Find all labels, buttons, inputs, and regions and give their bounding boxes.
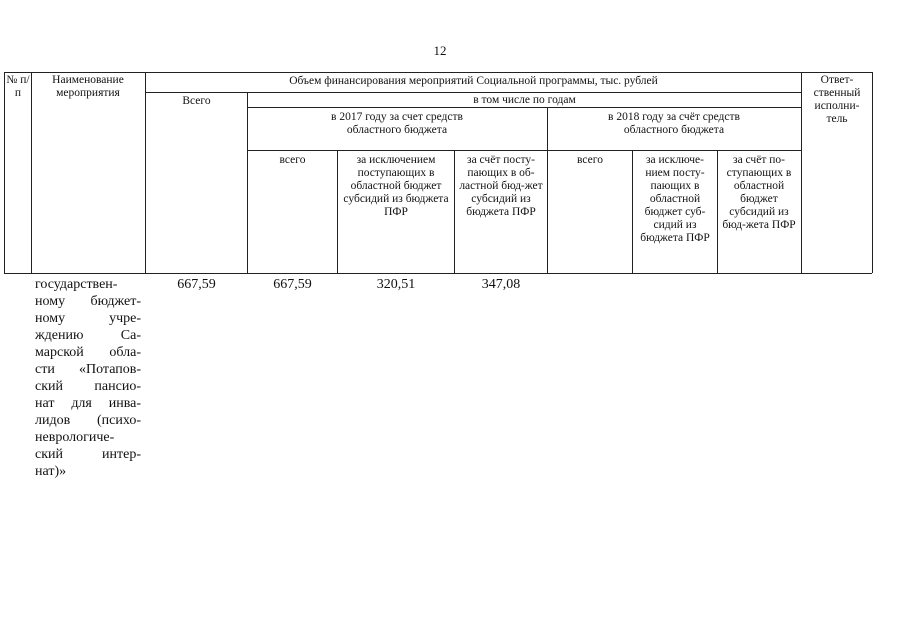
header-2018-pfr: за счёт по-ступающих в областной бюджет субсидий из бюд-жета ПФР xyxy=(722,154,796,231)
row-name-line: сти «Потапов- xyxy=(35,362,141,377)
row-name-line: лидов (психо- xyxy=(35,413,141,428)
row-2017-excl: 320,51 xyxy=(376,277,416,292)
header-year-2018: в 2018 году за счёт средств областного бюджета xyxy=(608,111,740,136)
grid-line-bottom xyxy=(4,273,872,274)
header-total: Всего xyxy=(182,95,211,107)
grid-col-0 xyxy=(4,72,5,273)
grid-col-1 xyxy=(31,72,32,273)
header-year-2017: в 2017 году за счет средств областного бюджета xyxy=(331,111,463,136)
grid-line-totals xyxy=(145,92,801,93)
grid-line-top xyxy=(4,72,872,73)
header-executor: Ответ-ственный исполни-тель xyxy=(813,74,861,125)
grid-col-4 xyxy=(337,150,338,273)
grid-col-6 xyxy=(547,107,548,273)
row-name-line: ский пансио- xyxy=(35,379,141,394)
grid-col-9 xyxy=(801,72,802,273)
header-2017-excl: за исключением поступающих в областной бюджет субсидий из бюджета ПФР xyxy=(343,154,449,218)
row-name xyxy=(35,276,141,480)
header-2017-total: всего xyxy=(279,154,306,166)
grid-col-5 xyxy=(454,150,455,273)
grid-col-10 xyxy=(872,72,873,273)
row-total: 667,59 xyxy=(177,277,216,292)
row-name-line: ждению Са- xyxy=(35,328,141,343)
row-name-line: неврологиче- xyxy=(35,430,115,445)
grid-col-3 xyxy=(247,92,248,273)
row-name-line: нат для инва- xyxy=(35,396,141,411)
grid-col-8 xyxy=(717,150,718,273)
header-2018-total: всего xyxy=(577,154,603,166)
row-name-line: ский интер- xyxy=(35,447,141,462)
header-name: Наименование мероприятия xyxy=(52,74,124,99)
header-by-years: в том числе по годам xyxy=(473,94,576,106)
header-2017-pfr: за счёт посту-пающих в об-ластной бюд-жет субсидий из бюджета ПФР xyxy=(459,154,543,218)
row-name-line: государствен- xyxy=(35,277,118,292)
row-name-line: ному учре- xyxy=(35,311,141,326)
header-2018-excl: за исключе-нием посту-пающих в областной бюджет суб-сидий из бюджета ПФР xyxy=(640,154,710,244)
page-number: 12 xyxy=(433,43,447,58)
grid-line-years xyxy=(247,107,801,108)
row-name-line: марской обла- xyxy=(35,345,141,360)
row-name-line: ному бюджет- xyxy=(35,294,141,309)
row-2017-pfr: 347,08 xyxy=(481,277,521,292)
row-2017-total: 667,59 xyxy=(273,277,312,292)
row-name-line: нат)» xyxy=(35,464,67,479)
header-funding: Объем финансирования мероприятий Социальной программы, тыс. рублей xyxy=(289,75,658,87)
grid-col-7 xyxy=(632,150,633,273)
header-num: № п/п xyxy=(6,74,30,99)
